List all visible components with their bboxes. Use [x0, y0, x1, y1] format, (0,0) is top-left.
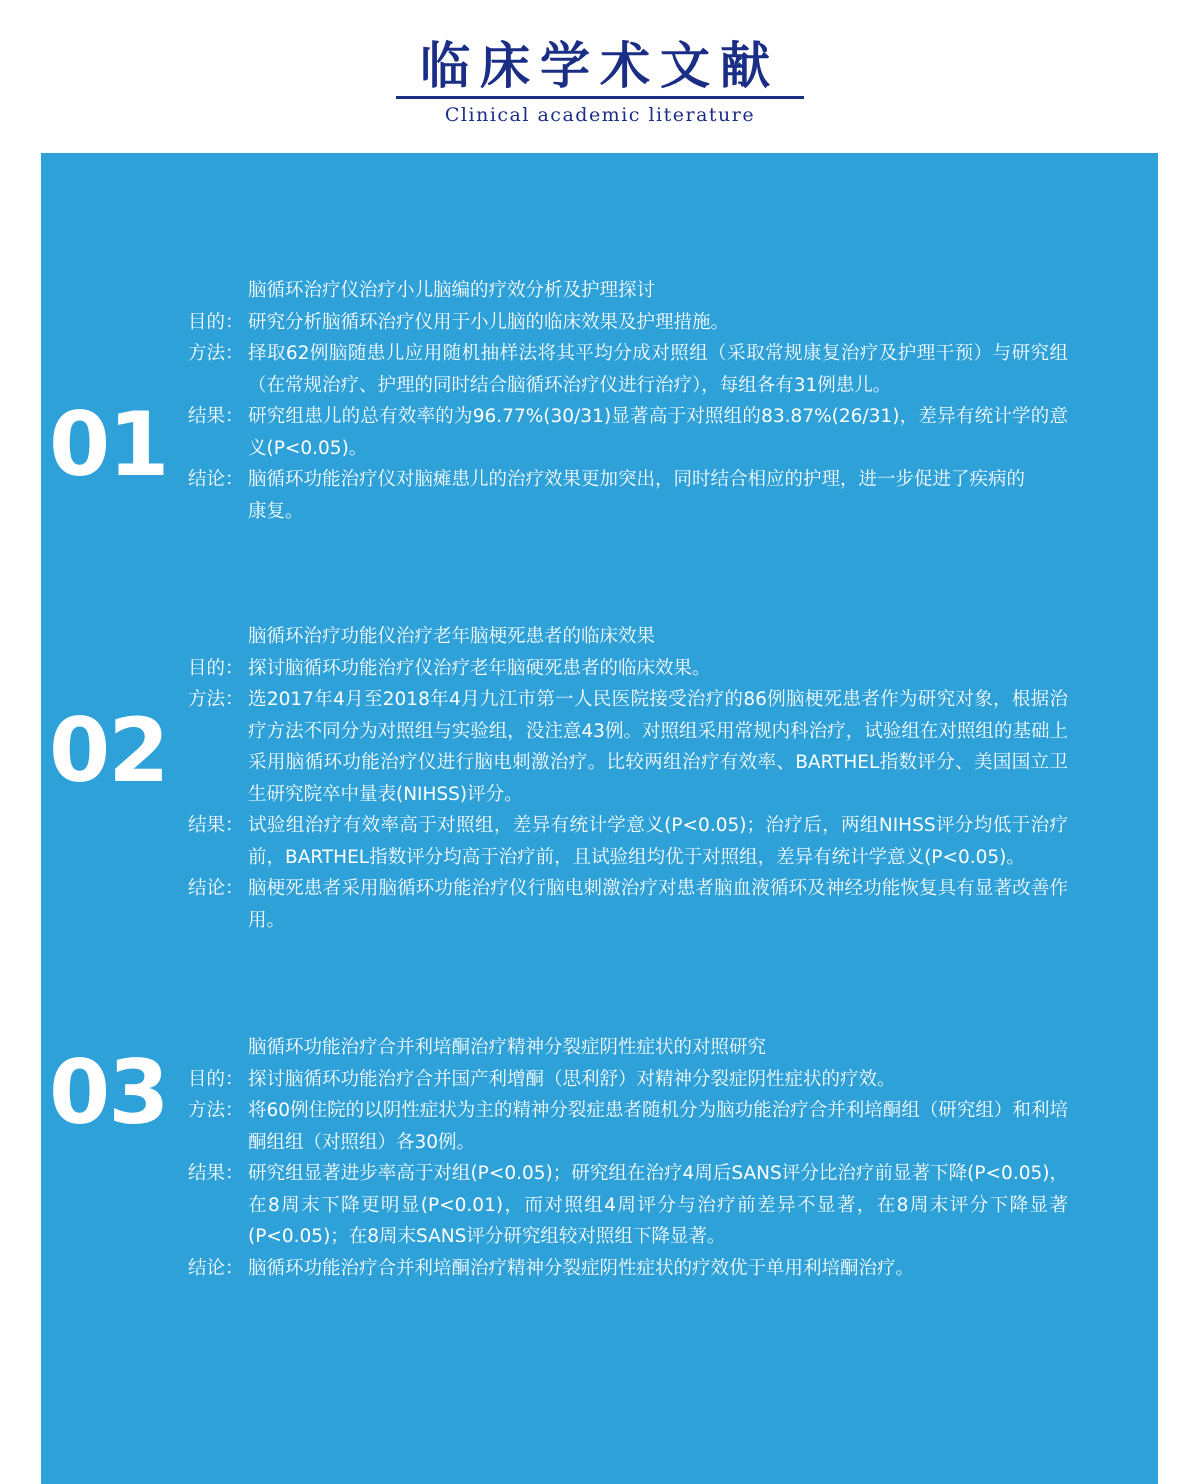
conclusion-text: 脑循环功能治疗合并利培酮治疗精神分裂症阴性症状的疗效优于单用利培酮治疗。 [248, 1257, 915, 1279]
article-title: 脑循环治疗功能仪治疗老年脑梗死患者的临床效果 [248, 626, 656, 647]
article-title: 脑循环治疗仪治疗小儿脑编的疗效分析及护理探讨 [248, 280, 656, 301]
result-text: 研究组患儿的总有效率的为96.77%(30/31)显著高于对照组的83.87%(26/31)，差异有统计学的意义(P<0.05)。 [248, 406, 1068, 459]
conclusion-label: 结论： [188, 1257, 244, 1279]
article-purpose [188, 307, 1068, 339]
conclusion-text-main: 脑循环功能治疗仪对脑瘫患儿的治疗效果更加突出，同时结合相应的护理，进一步促进了疾病的 [248, 469, 1026, 490]
article-purpose [188, 653, 1068, 685]
article-01 [188, 275, 1068, 527]
conclusion-label: 结论： [188, 878, 244, 899]
method-label: 方法： [188, 1100, 244, 1121]
article-number-01: 01 [49, 393, 168, 496]
purpose-label: 目的： [188, 657, 244, 679]
article-result [188, 401, 1068, 464]
article-conclusion [188, 873, 1068, 936]
article-conclusion [188, 464, 1068, 527]
title-underline [396, 96, 804, 99]
page-header [0, 0, 1200, 153]
article-method [188, 338, 1068, 401]
page-subtitle: Clinical academic literature [444, 104, 756, 126]
article-purpose [188, 1064, 1068, 1096]
article-number-03: 03 [49, 1041, 168, 1144]
conclusion-text: 脑梗死患者采用脑循环功能治疗仪行脑电刺激治疗对患者脑血液循环及神经功能恢复具有显著改善作用。 [248, 878, 1068, 931]
purpose-text: 探讨脑循环功能治疗合并国产利增酮（思利舒）对精神分裂症阴性症状的疗效。 [248, 1068, 896, 1090]
page-title: 临床学术文献 [420, 37, 780, 95]
article-result [188, 1158, 1068, 1253]
method-text: 选2017年4月至2018年4月九江市第一人民医院接受治疗的86例脑梗死患者作为研究对象，根据治疗方法不同分为对照组与实验组，没注意43例。对照组采用常规内科治疗，试验组在对照组的基础上采用脑循环功能治疗仪进行脑电刺激治疗。比较两组治疗有效率、BARTHEL指数评分、美国国立卫生研究院卒中量表(NIHSS)评分。 [248, 689, 1068, 805]
article-number-02: 02 [49, 699, 168, 802]
method-text: 择取62例脑随患儿应用随机抽样法将其平均分成对照组（采取常规康复治疗及护理干预）与研究组（在常规治疗、护理的同时结合脑循环治疗仪进行治疗），每组各有31例患儿。 [248, 343, 1068, 396]
conclusion-label: 结论： [188, 469, 244, 490]
article-02 [188, 621, 1068, 936]
result-text: 试验组治疗有效率高于对照组，差异有统计学意义(P<0.05)；治疗后，两组NIHSS评分均低于治疗前，BARTHEL指数评分均高于治疗前，且试验组均优于对照组，差异有统计学意义(P<0.05)。 [248, 815, 1068, 868]
method-label: 方法： [188, 689, 244, 710]
article-result [188, 810, 1068, 873]
purpose-text: 研究分析脑循环治疗仪用于小儿脑的临床效果及护理措施。 [248, 311, 730, 333]
method-label: 方法： [188, 343, 244, 364]
purpose-label: 目的： [188, 1068, 244, 1090]
purpose-text: 探讨脑循环功能治疗仪治疗老年脑硬死患者的临床效果。 [248, 657, 711, 679]
purpose-label: 目的： [188, 311, 244, 333]
article-03 [188, 1032, 1068, 1284]
article-conclusion [188, 1253, 1068, 1285]
method-text: 将60例住院的以阴性症状为主的精神分裂症患者随机分为脑功能治疗合并利培酮组（研究组）和利培酮组组（对照组）各30例。 [248, 1100, 1068, 1153]
conclusion-text-cont: 康复。 [248, 500, 304, 522]
conclusion-text [248, 464, 1068, 527]
article-method [188, 1095, 1068, 1158]
result-label: 结果： [188, 1163, 244, 1184]
article-title: 脑循环功能治疗合并利培酮治疗精神分裂症阴性症状的对照研究 [248, 1037, 767, 1058]
result-text: 研究组显著进步率高于对组(P<0.05)；研究组在治疗4周后SANS评分比治疗前显著下降(P<0.05)，在8周末下降更明显(P<0.01)，而对照组4周评分与治疗前差异不显著，在8周末评分下降显著(P<0.05)；在8周末SANS评分研究组较对照组下降显著。 [248, 1163, 1068, 1247]
result-label: 结果： [188, 815, 244, 836]
article-method [188, 684, 1068, 810]
result-label: 结果： [188, 406, 244, 427]
